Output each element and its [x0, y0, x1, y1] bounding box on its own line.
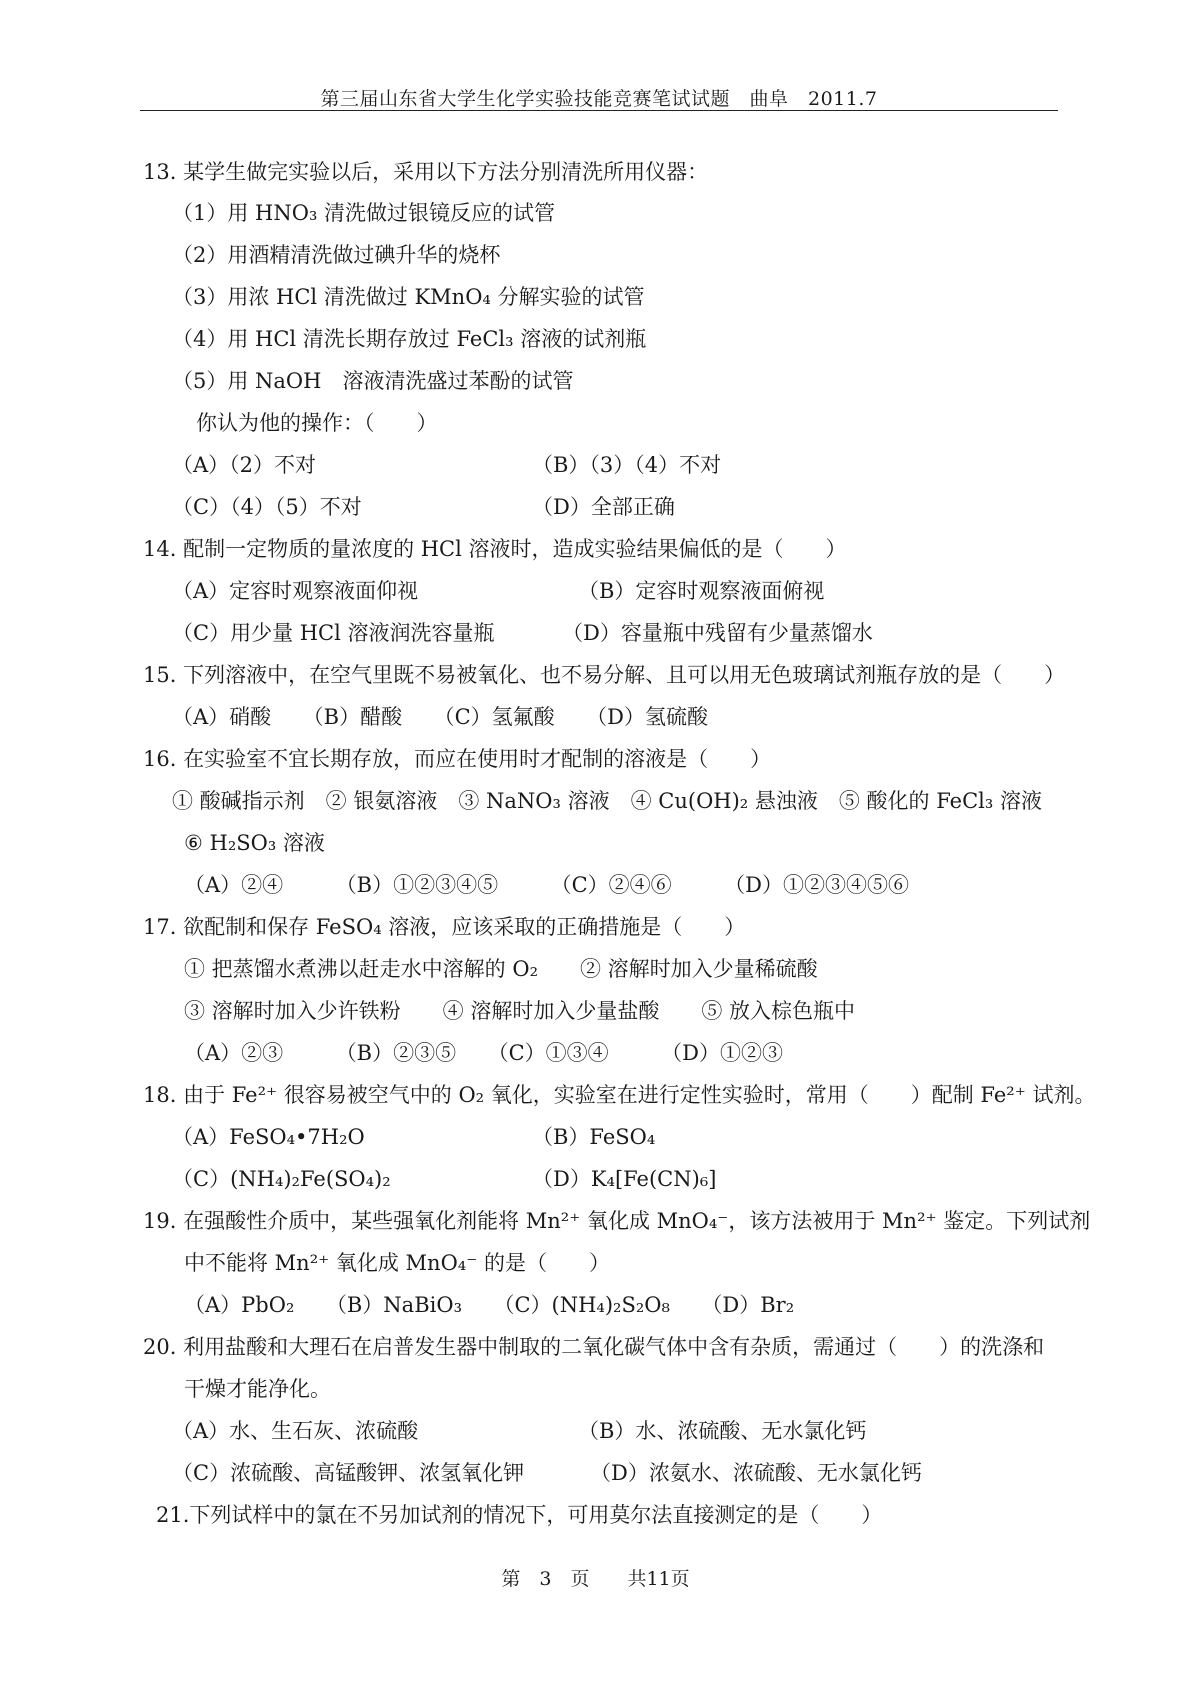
question-18-option-a: （A）FeSO₄•7H₂O — [172, 1125, 365, 1149]
question-13-item-2: （2）用酒精清洗做过碘升华的烧杯 — [172, 243, 501, 267]
question-19-options: （A）PbO₂ （B）NaBiO₃ （C）(NH₄)₂S₂O₈ （D）Br₂ — [184, 1293, 795, 1317]
question-13-item-1: （1）用 HNO₃ 清洗做过银镜反应的试管 — [172, 201, 556, 225]
question-16-options: （A）②④ （B）①②③④⑤ （C）②④⑥ （D）①②③④⑤⑥ — [184, 873, 909, 897]
page-header: 第三届山东省大学生化学实验技能竞赛笔试试题 曲阜 2011.7 — [320, 88, 878, 110]
question-20-option-d: （D）浓氨水、浓硫酸、无水氯化钙 — [590, 1461, 922, 1485]
header-rule — [140, 110, 1058, 111]
question-20-option-c: （C）浓硫酸、高锰酸钾、浓氢氧化钾 — [172, 1461, 525, 1485]
question-17-options: （A）②③ （B）②③⑤ （C）①③④ （D）①②③ — [184, 1041, 783, 1065]
question-14-option-a: （A）定容时观察液面仰视 — [172, 579, 419, 603]
question-13-prompt: 你认为他的操作：（ ） — [196, 411, 438, 435]
question-14-option-b: （B）定容时观察液面俯视 — [578, 579, 825, 603]
question-13-stem: 13. 某学生做完实验以后，采用以下方法分别清洗所用仪器： — [143, 160, 709, 184]
question-13-option-d: （D）全部正确 — [532, 495, 675, 519]
question-17-items-line-1: ① 把蒸馏水煮沸以赶走水中溶解的 O₂ ② 溶解时加入少量稀硫酸 — [184, 957, 818, 981]
question-13-option-b: （B）（3）（4）不对 — [532, 453, 722, 477]
question-18-stem: 18. 由于 Fe²⁺ 很容易被空气中的 O₂ 氧化，实验室在进行定性实验时，常用（ ）配制 Fe²⁺ 试剂。 — [143, 1083, 1096, 1107]
question-19-stem: 19. 在强酸性介质中，某些强氧化剂能将 Mn²⁺ 氧化成 MnO₄⁻，该方法被用于 Mn²⁺ 鉴定。下列试剂 — [143, 1209, 1091, 1233]
question-21-stem: 21.下列试样中的氯在不另加试剂的情况下，可用莫尔法直接测定的是（ ） — [156, 1503, 883, 1527]
question-20-option-a: （A）水、生石灰、浓硫酸 — [172, 1419, 419, 1443]
question-14-stem: 14. 配制一定物质的量浓度的 HCl 溶液时，造成实验结果偏低的是（ ） — [143, 537, 847, 561]
question-18-option-b: （B）FeSO₄ — [532, 1125, 656, 1149]
question-18-option-d: （D）K₄[Fe(CN)₆] — [532, 1167, 717, 1191]
question-13-item-4: （4）用 HCl 清洗长期存放过 FeCl₃ 溶液的试剂瓶 — [172, 327, 647, 351]
question-13-option-c: （C）（4）（5）不对 — [172, 495, 362, 519]
question-20-option-b: （B）水、浓硫酸、无水氯化钙 — [578, 1419, 867, 1443]
page-footer: 第 3 页 共11页 — [501, 1568, 690, 1590]
question-14-option-c: （C）用少量 HCl 溶液润洗容量瓶 — [172, 621, 495, 645]
question-17-items-line-2: ③ 溶解时加入少许铁粉 ④ 溶解时加入少量盐酸 ⑤ 放入棕色瓶中 — [184, 999, 856, 1023]
question-15-stem: 15. 下列溶液中，在空气里既不易被氧化、也不易分解、且可以用无色玻璃试剂瓶存放的是（ ） — [143, 663, 1066, 687]
question-19-stem-continued: 中不能将 Mn²⁺ 氧化成 MnO₄⁻ 的是（ ） — [184, 1251, 610, 1275]
question-20-stem-continued: 干燥才能净化。 — [184, 1377, 331, 1401]
question-16-stem: 16. 在实验室不宜长期存放，而应在使用时才配制的溶液是（ ） — [143, 747, 772, 771]
question-13-item-3: （3）用浓 HCl 清洗做过 KMnO₄ 分解实验的试管 — [172, 285, 645, 309]
question-16-items-line-2: ⑥ H₂SO₃ 溶液 — [184, 831, 325, 855]
question-17-stem: 17. 欲配制和保存 FeSO₄ 溶液，应该采取的正确措施是（ ） — [143, 915, 746, 939]
question-13-item-5: （5）用 NaOH 溶液清洗盛过苯酚的试管 — [172, 369, 574, 393]
question-20-stem: 20. 利用盐酸和大理石在启普发生器中制取的二氧化碳气体中含有杂质，需通过（ ）的洗涤和 — [143, 1335, 1045, 1359]
question-15-options: （A）硝酸 （B）醋酸 （C）氢氟酸 （D）氢硫酸 — [172, 705, 709, 729]
question-13-option-a: （A）（2）不对 — [172, 453, 317, 477]
question-14-option-d: （D）容量瓶中残留有少量蒸馏水 — [562, 621, 873, 645]
question-16-items-line-1: ① 酸碱指示剂 ② 银氨溶液 ③ NaNO₃ 溶液 ④ Cu(OH)₂ 悬浊液 ⑤ 酸化的 FeCl₃ 溶液 — [172, 789, 1042, 813]
question-18-option-c: （C）(NH₄)₂Fe(SO₄)₂ — [172, 1167, 391, 1191]
